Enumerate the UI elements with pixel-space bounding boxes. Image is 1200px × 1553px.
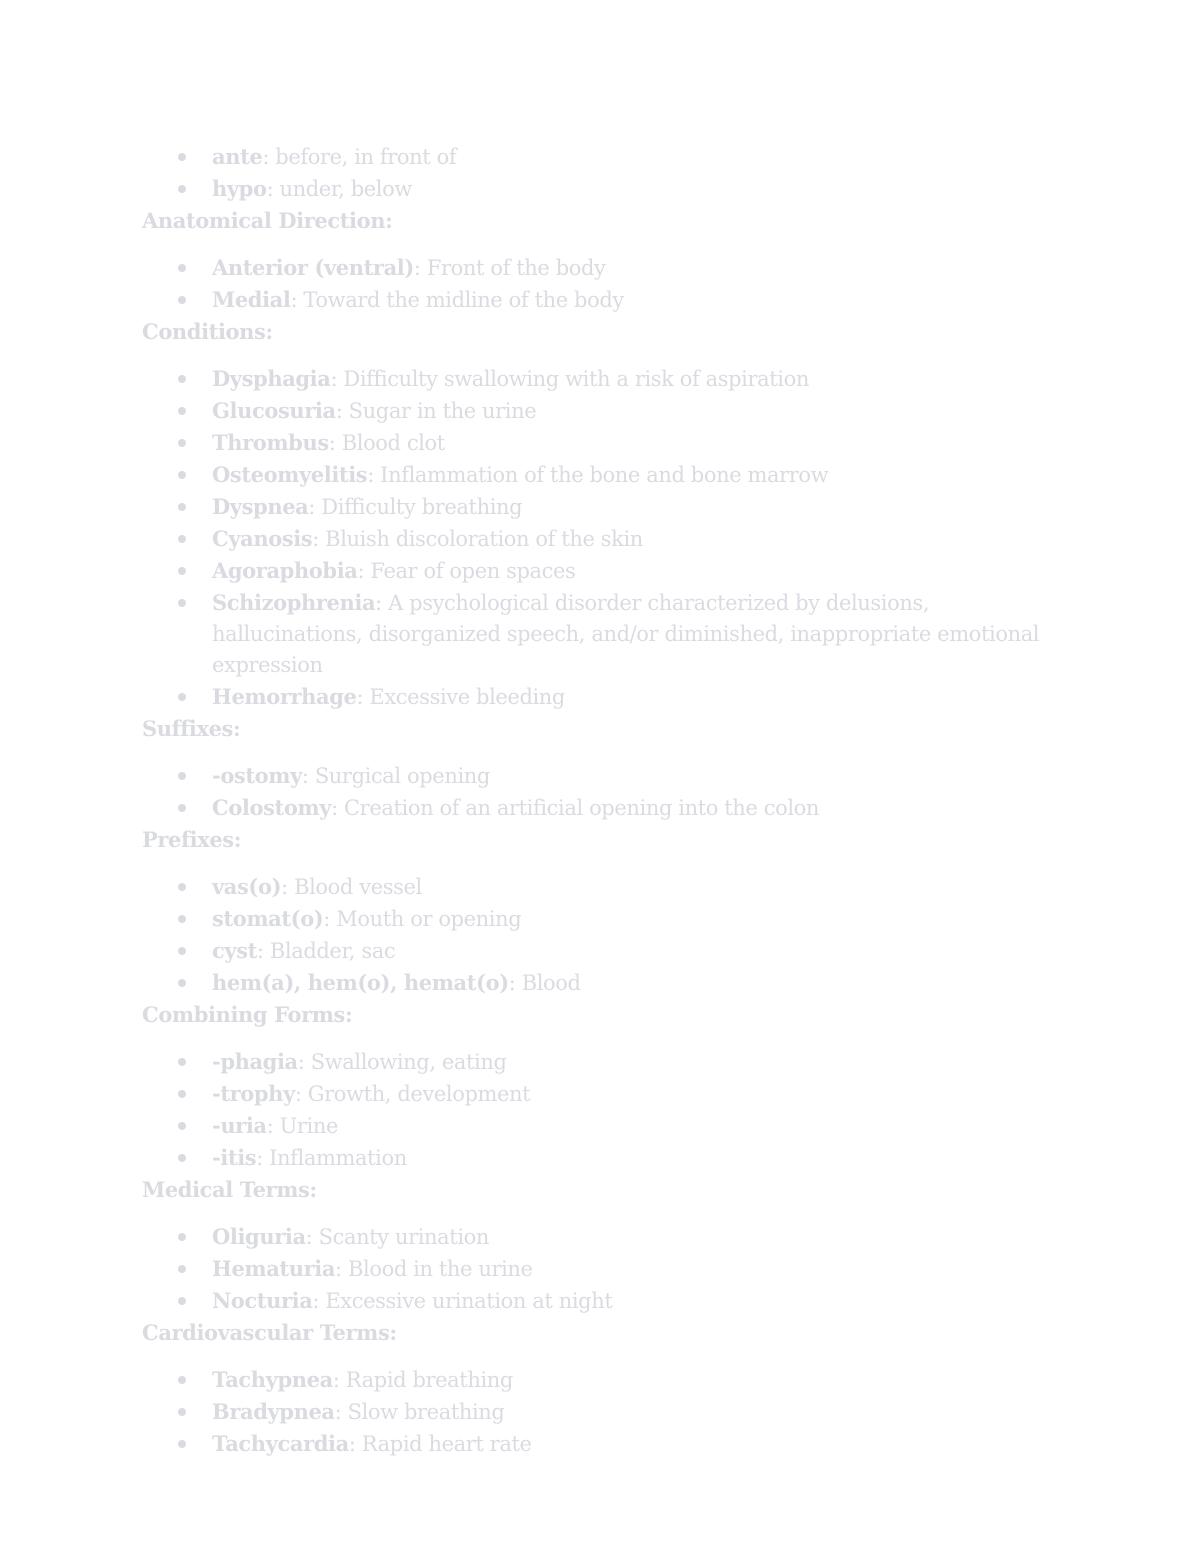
term-definition: : Inflammation <box>256 1146 407 1170</box>
bullet-icon <box>178 1058 186 1066</box>
term-label: Dysphagia <box>212 366 331 391</box>
list-item <box>142 1078 1082 1110</box>
bullet-icon <box>178 979 186 987</box>
term-label: Nocturia <box>212 1288 313 1313</box>
term-definition: : Mouth or opening <box>323 907 522 931</box>
list-item <box>142 555 1082 587</box>
section-term-list <box>142 252 1082 316</box>
term-label: Schizophrenia <box>212 590 376 615</box>
sections-container <box>142 205 1082 1460</box>
term-label: Anterior (ventral) <box>212 255 414 280</box>
list-item <box>142 459 1082 491</box>
term-definition: : Toward the midline of the body <box>290 288 624 312</box>
term-definition: : Blood in the urine <box>335 1257 533 1281</box>
term-definition: : Difficulty breathing <box>308 495 523 519</box>
section-term-list <box>142 1046 1082 1174</box>
bullet-icon <box>178 1297 186 1305</box>
term-definition: : Difficulty swallowing with a risk of aspiration <box>330 367 809 391</box>
term-definition: : Slow breathing <box>334 1400 505 1424</box>
section-heading: Suffixes: <box>142 716 241 741</box>
term-label: Oliguria <box>212 1224 306 1249</box>
term-definition: : Rapid breathing <box>332 1368 513 1392</box>
term-definition: : Scanty urination <box>305 1225 490 1249</box>
bullet-icon <box>178 1265 186 1273</box>
list-item <box>142 1046 1082 1078</box>
bullet-icon <box>178 1440 186 1448</box>
list-item <box>142 284 1082 316</box>
term-label: hem(a), hem(o), hemat(o) <box>212 970 509 995</box>
list-item <box>142 1253 1082 1285</box>
term-label: Osteomyelitis <box>212 462 368 487</box>
bullet-icon <box>178 503 186 511</box>
intro-term-list <box>142 141 1082 205</box>
section-heading: Cardiovascular Terms: <box>142 1320 397 1345</box>
bullet-icon <box>178 296 186 304</box>
bullet-icon <box>178 1154 186 1162</box>
term-label: Dyspnea <box>212 494 309 519</box>
term-label: hypo <box>212 176 267 201</box>
bullet-icon <box>178 185 186 193</box>
term-definition: : Fear of open spaces <box>357 559 576 583</box>
section-heading: Conditions: <box>142 319 273 344</box>
term-definition: : Rapid heart rate <box>348 1432 532 1456</box>
term-definition: : Excessive urination at night <box>312 1289 613 1313</box>
term-label: -ostomy <box>212 763 302 788</box>
list-item <box>142 1428 1082 1460</box>
list-item <box>142 760 1082 792</box>
list-item <box>142 395 1082 427</box>
section-heading: Medical Terms: <box>142 1177 317 1202</box>
bullet-icon <box>178 693 186 701</box>
list-item <box>142 681 1082 713</box>
section-term-list <box>142 1221 1082 1317</box>
list-item <box>142 967 1082 999</box>
list-item <box>142 935 1082 967</box>
term-label: -phagia <box>212 1049 298 1074</box>
list-item <box>142 491 1082 523</box>
term-label: stomat(o) <box>212 906 324 931</box>
term-label: Colostomy <box>212 795 332 820</box>
section-term-list <box>142 871 1082 999</box>
term-definition: : Blood clot <box>328 431 445 455</box>
bullet-icon <box>178 804 186 812</box>
bullet-icon <box>178 947 186 955</box>
term-definition: : Swallowing, eating <box>297 1050 507 1074</box>
section-heading: Anatomical Direction: <box>142 208 393 233</box>
section-heading: Prefixes: <box>142 827 242 852</box>
term-definition: : Surgical opening <box>301 764 490 788</box>
bullet-icon <box>178 439 186 447</box>
term-definition: : A psychological disorder characterized by delusions, hallucinations, disorganized speech, and/or diminished, inappropriate emotional expression <box>212 591 1040 677</box>
bullet-icon <box>178 772 186 780</box>
list-item <box>142 587 1082 681</box>
list-item <box>142 1396 1082 1428</box>
bullet-icon <box>178 1122 186 1130</box>
list-item <box>142 1364 1082 1396</box>
term-label: vas(o) <box>212 874 282 899</box>
list-item <box>142 1142 1082 1174</box>
list-item <box>142 141 1082 173</box>
bullet-icon <box>178 264 186 272</box>
bullet-icon <box>178 883 186 891</box>
section-term-list <box>142 760 1082 824</box>
term-label: -uria <box>212 1113 267 1138</box>
list-item <box>142 1221 1082 1253</box>
term-label: Glucosuria <box>212 398 336 423</box>
term-label: Agoraphobia <box>212 558 358 583</box>
bullet-icon <box>178 535 186 543</box>
term-label: -trophy <box>212 1081 295 1106</box>
bullet-icon <box>178 1376 186 1384</box>
term-definition: : under, below <box>266 177 412 201</box>
term-label: Cyanosis <box>212 526 313 551</box>
list-item <box>142 427 1082 459</box>
term-definition: : Excessive bleeding <box>356 685 565 709</box>
term-definition: : Bluish discoloration of the skin <box>312 527 643 551</box>
document-content <box>142 141 1082 1460</box>
bullet-icon <box>178 567 186 575</box>
term-label: Bradypnea <box>212 1399 335 1424</box>
term-label: Hemorrhage <box>212 684 357 709</box>
list-item <box>142 792 1082 824</box>
term-definition: : Sugar in the urine <box>335 399 537 423</box>
term-definition: : Inflammation of the bone and bone marrow <box>367 463 829 487</box>
section-term-list <box>142 363 1082 713</box>
list-item <box>142 1285 1082 1317</box>
bullet-icon <box>178 1090 186 1098</box>
bullet-icon <box>178 1408 186 1416</box>
bullet-icon <box>178 375 186 383</box>
list-item <box>142 173 1082 205</box>
bullet-icon <box>178 1233 186 1241</box>
term-definition: : before, in front of <box>262 145 457 169</box>
term-label: Tachycardia <box>212 1431 349 1456</box>
bullet-icon <box>178 915 186 923</box>
list-item <box>142 252 1082 284</box>
term-label: Medial <box>212 287 291 312</box>
bullet-icon <box>178 407 186 415</box>
section-term-list <box>142 1364 1082 1460</box>
list-item <box>142 363 1082 395</box>
term-definition: : Growth, development <box>294 1082 531 1106</box>
term-label: Hematuria <box>212 1256 336 1281</box>
term-definition: : Blood <box>508 971 581 995</box>
term-label: -itis <box>212 1145 257 1170</box>
term-definition: : Creation of an artificial opening into the colon <box>331 796 820 820</box>
term-label: Tachypnea <box>212 1367 333 1392</box>
term-definition: : Urine <box>266 1114 338 1138</box>
section-heading: Combining Forms: <box>142 1002 353 1027</box>
bullet-icon <box>178 471 186 479</box>
term-label: ante <box>212 144 263 169</box>
bullet-icon <box>178 599 186 607</box>
term-definition: : Front of the body <box>413 256 606 280</box>
bullet-icon <box>178 153 186 161</box>
term-definition: : Blood vessel <box>281 875 422 899</box>
term-label: cyst <box>212 938 257 963</box>
list-item <box>142 903 1082 935</box>
list-item <box>142 1110 1082 1142</box>
term-label: Thrombus <box>212 430 329 455</box>
term-definition: : Bladder, sac <box>256 939 396 963</box>
list-item <box>142 871 1082 903</box>
list-item <box>142 523 1082 555</box>
